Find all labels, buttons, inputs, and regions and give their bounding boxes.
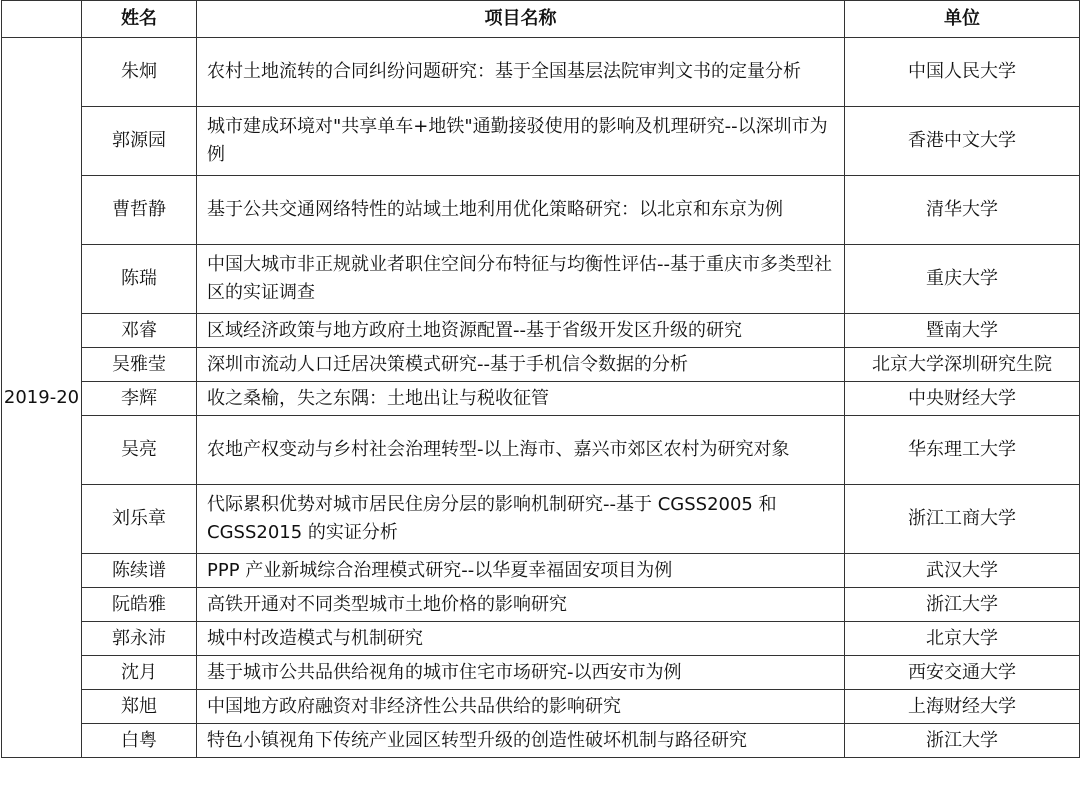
table-row (2, 416, 1080, 485)
unit-cell: 浙江大学 (845, 724, 1080, 758)
project-cell: 代际累积优势对城市居民住房分层的影响机制研究--基于 CGSS2005 和 CGSS2015 的实证分析 (197, 485, 845, 554)
name-cell: 沈月 (82, 656, 197, 690)
project-cell: 中国地方政府融资对非经济性公共品供给的影响研究 (197, 690, 845, 724)
unit-cell: 上海财经大学 (845, 690, 1080, 724)
table-row (2, 348, 1080, 382)
name-cell: 邓睿 (82, 314, 197, 348)
table-row (2, 245, 1080, 314)
unit-cell: 浙江工商大学 (845, 485, 1080, 554)
project-cell: 深圳市流动人口迁居决策模式研究--基于手机信令数据的分析 (197, 348, 845, 382)
name-cell: 吴亮 (82, 416, 197, 485)
table-row (2, 314, 1080, 348)
unit-cell: 香港中文大学 (845, 107, 1080, 176)
name-cell: 郭源园 (82, 107, 197, 176)
name-cell: 白粤 (82, 724, 197, 758)
project-cell: 城市建成环境对"共享单车+地铁"通勤接驳使用的影响及机理研究--以深圳市为例 (197, 107, 845, 176)
project-cell: PPP 产业新城综合治理模式研究--以华夏幸福固安项目为例 (197, 554, 845, 588)
name-cell: 曹哲静 (82, 176, 197, 245)
projects-table (1, 0, 1080, 758)
unit-cell: 武汉大学 (845, 554, 1080, 588)
table-row (2, 554, 1080, 588)
unit-cell: 中央财经大学 (845, 382, 1080, 416)
project-cell: 基于公共交通网络特性的站域土地利用优化策略研究：以北京和东京为例 (197, 176, 845, 245)
unit-cell: 重庆大学 (845, 245, 1080, 314)
table-row (2, 656, 1080, 690)
name-cell: 陈瑞 (82, 245, 197, 314)
unit-cell: 北京大学 (845, 622, 1080, 656)
header-project: 项目名称 (197, 1, 845, 38)
table-row (2, 690, 1080, 724)
name-cell: 刘乐章 (82, 485, 197, 554)
unit-cell: 华东理工大学 (845, 416, 1080, 485)
unit-cell: 北京大学深圳研究生院 (845, 348, 1080, 382)
project-cell: 城中村改造模式与机制研究 (197, 622, 845, 656)
name-cell: 吴雅莹 (82, 348, 197, 382)
table-row (2, 38, 1080, 107)
project-cell: 农村土地流转的合同纠纷问题研究：基于全国基层法院审判文书的定量分析 (197, 38, 845, 107)
header-name: 姓名 (82, 1, 197, 38)
table-row (2, 724, 1080, 758)
table-header-row (2, 1, 1080, 38)
table-row (2, 176, 1080, 245)
name-cell: 阮皓雅 (82, 588, 197, 622)
name-cell: 郭永沛 (82, 622, 197, 656)
unit-cell: 暨南大学 (845, 314, 1080, 348)
project-cell: 收之桑榆，失之东隅：土地出让与税收征管 (197, 382, 845, 416)
unit-cell: 清华大学 (845, 176, 1080, 245)
year-cell: 2019-20 (2, 38, 82, 758)
unit-cell: 中国人民大学 (845, 38, 1080, 107)
header-year (2, 1, 82, 38)
header-unit: 单位 (845, 1, 1080, 38)
project-cell: 基于城市公共品供给视角的城市住宅市场研究-以西安市为例 (197, 656, 845, 690)
project-cell: 高铁开通对不同类型城市土地价格的影响研究 (197, 588, 845, 622)
table-row (2, 382, 1080, 416)
table-row (2, 588, 1080, 622)
project-cell: 区域经济政策与地方政府土地资源配置--基于省级开发区升级的研究 (197, 314, 845, 348)
project-cell: 农地产权变动与乡村社会治理转型-以上海市、嘉兴市郊区农村为研究对象 (197, 416, 845, 485)
project-cell: 特色小镇视角下传统产业园区转型升级的创造性破坏机制与路径研究 (197, 724, 845, 758)
unit-cell: 西安交通大学 (845, 656, 1080, 690)
project-cell: 中国大城市非正规就业者职住空间分布特征与均衡性评估--基于重庆市多类型社区的实证调查 (197, 245, 845, 314)
table-row (2, 622, 1080, 656)
unit-cell: 浙江大学 (845, 588, 1080, 622)
name-cell: 郑旭 (82, 690, 197, 724)
name-cell: 陈续谱 (82, 554, 197, 588)
table-row (2, 485, 1080, 554)
table-row (2, 107, 1080, 176)
name-cell: 李辉 (82, 382, 197, 416)
name-cell: 朱炯 (82, 38, 197, 107)
